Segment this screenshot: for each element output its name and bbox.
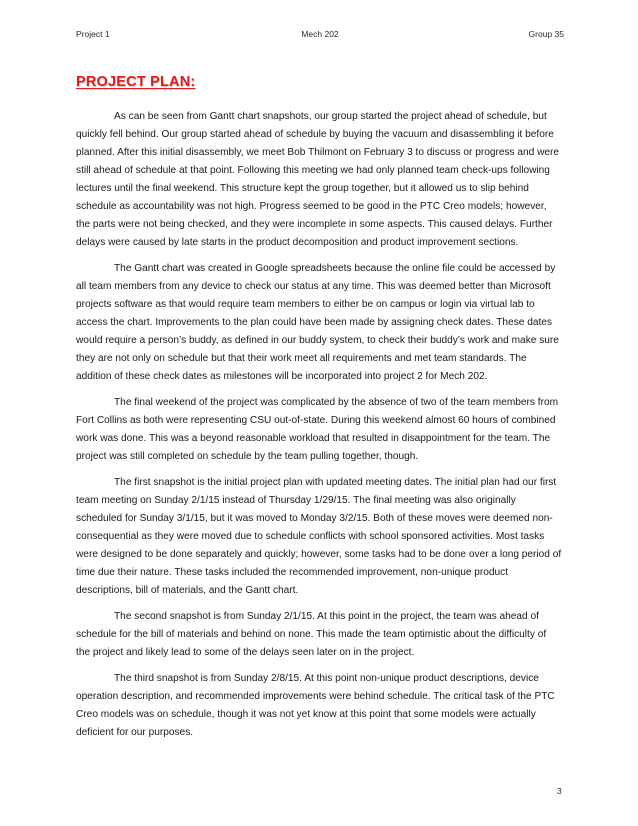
paragraph-third-snapshot: The third snapshot is from Sunday 2/8/15. At this point non-unique product descriptions, device operation description, and recommended improvements were behind schedule. The critical task of the PTC Creo models was on schedule, though it was not yet know at this point that some models were actually deficient for our purposes. [76,673,555,738]
section-title: PROJECT PLAN: [76,74,196,90]
paragraph-google-spreadsheets: The Gantt chart was created in Google spreadsheets because the online file could be accessed by all team members from any device to check our status at any time. This was deemed better than Microsoft projects software as that would require team members to either be on campus or login via virtual lab to access the chart. Improvements to the plan could have been made by assigning check dates. These dates would require a person’s buddy, as defined in our buddy system, to check their buddy’s work and make sure they are not only on schedule but that their work meet all requirements and met team standards. The addition of these check dates as milestones will be incorporated into project 2 for Mech 202. [76,263,559,382]
paragraph-final-weekend: The final weekend of the project was complicated by the absence of two of the team members from Fort Collins as both were representing CSU out-of-state. During this weekend almost 60 hours of combined work was done. This was a beyond reasonable workload that resulted in disappointment for the team. The project was still completed on schedule by the team pulling together, though. [76,397,559,462]
paragraph-first-snapshot: The first snapshot is the initial project plan with updated meeting dates. The initial plan had our first team meeting on Sunday 2/1/15 instead of Thursday 1/29/15. The final meeting was also originally scheduled for Sunday 3/1/15, but it was moved to Monday 3/2/15. Both of these moves were deemed non-consequential as they were moved due to schedule conflicts with school sponsored activities. Most tasks were designed to be done separately and quickly; however, some tasks had to be done over a long period of time due their nature. These tasks included the recommended improvement, non-unique product descriptions, bill of materials, and the Gantt chart. [76,477,562,596]
page-header [76,27,564,41]
page-number: 3 [557,786,562,796]
header-course: Mech 202 [301,29,339,39]
header-group: Group 35 [528,29,564,39]
header-project: Project 1 [76,29,110,39]
paragraph-gantt-overview: As can be seen from Gantt chart snapshots, our group started the project ahead of schedule, but quickly fell behind. Our group started ahead of schedule by buying the vacuum and disassembling it before planned. After this initial disassembly, we meet Bob Thilmont on February 3 to discuss or progress and were still ahead of schedule at that point. Following this meeting we had only planned team check-ups following lectures until the final weekend. This structure kept the group together, but it allowed us to slip behind schedule as accountability was not high. Progress seemed to be good in the PTC Creo models; however, the parts were not being checked, and they were incomplete in some aspects. This caused delays. Further delays were caused by late starts in the product decomposition and product improvement sections. [76,111,560,248]
body-text [76,108,563,750]
paragraph-second-snapshot: The second snapshot is from Sunday 2/1/15. At this point in the project, the team was ahead of schedule for the bill of materials and behind on none. This made the team optimistic about the difficulty of the project and likely lead to some of the delays seen later on in the project. [76,611,547,658]
